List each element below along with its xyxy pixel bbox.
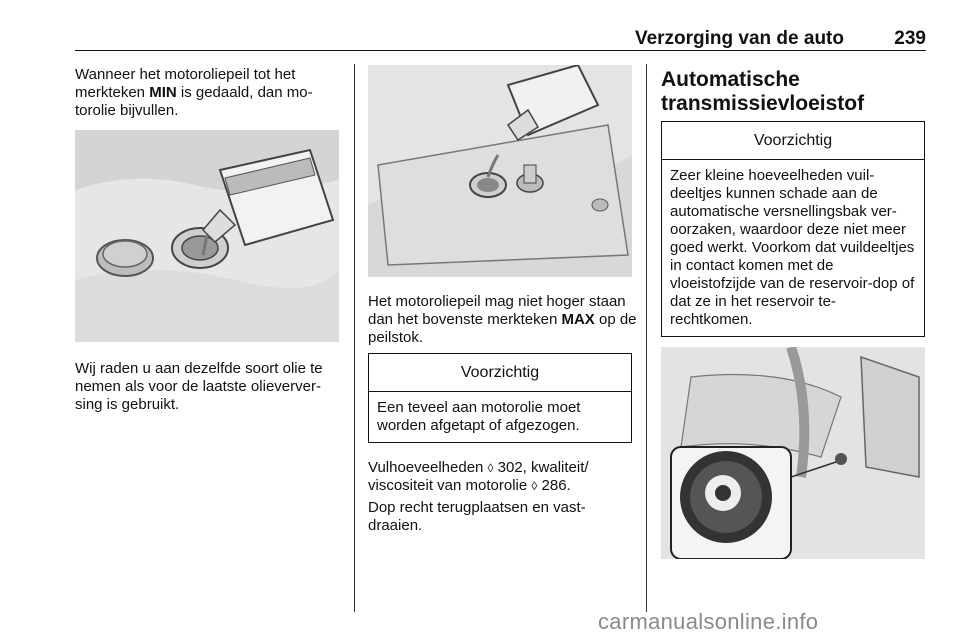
column-divider <box>646 64 647 612</box>
paragraph-max-level: Het motoroliepeil mag niet hoger staan dan het bovenste merkteken MAX op de peilstok. <box>368 293 637 346</box>
paragraph-min-level: Wanneer het motoroliepeil tot het merkteken MIN is gedaald, dan mo-torolie bijvullen. <box>75 66 313 119</box>
section-heading: Automatische transmissievloeistof <box>661 68 865 115</box>
max-mark: MAX <box>561 311 595 328</box>
caution-box-oil <box>368 353 632 443</box>
caution-body: Zeer kleine hoeveelheden vuil-deeltjes kunnen schade aan de automatische versnellingsbak ver-oorzaken, waardoor deze niet meer goed werkt. Voorkom dat vuildeeltjes in contact komen met de vloeistofzijde van de reservoir-dop of dat ze in het reservoir te-rechtkomen. <box>670 167 915 328</box>
transmission-cap-illustration <box>661 347 925 559</box>
column-divider <box>354 64 355 612</box>
caution-box-transmission <box>661 121 925 337</box>
page-ref-arrow-icon: ◊ <box>487 461 494 475</box>
page-title: Verzorging van de auto <box>634 28 844 49</box>
caution-body: Een teveel aan motorolie moet worden afgetapt of afgezogen. <box>377 399 581 434</box>
page-header <box>75 28 926 51</box>
paragraph-oil-type: Wij raden u aan dezelfde soort olie te nemen als voor de laatste olieverver-sing is gebruikt. <box>75 360 323 413</box>
page-number: 239 <box>894 28 926 49</box>
watermark: carmanualsonline.info <box>598 609 819 634</box>
caution-heading: Voorzichtig <box>662 122 924 160</box>
page-ref-arrow-icon: ◊ <box>531 479 538 493</box>
oil-filling-illustration <box>75 130 339 342</box>
paragraph-fill-quantities: Vulhoeveelheden ◊ 302, kwaliteit/ viscositeit van motorolie ◊ 286. <box>368 459 589 494</box>
paragraph-cap-refit: Dop recht terugplaatsen en vast-draaien. <box>368 499 586 534</box>
oil-cap-illustration <box>368 65 632 277</box>
caution-heading: Voorzichtig <box>369 354 631 392</box>
min-mark: MIN <box>149 84 177 101</box>
